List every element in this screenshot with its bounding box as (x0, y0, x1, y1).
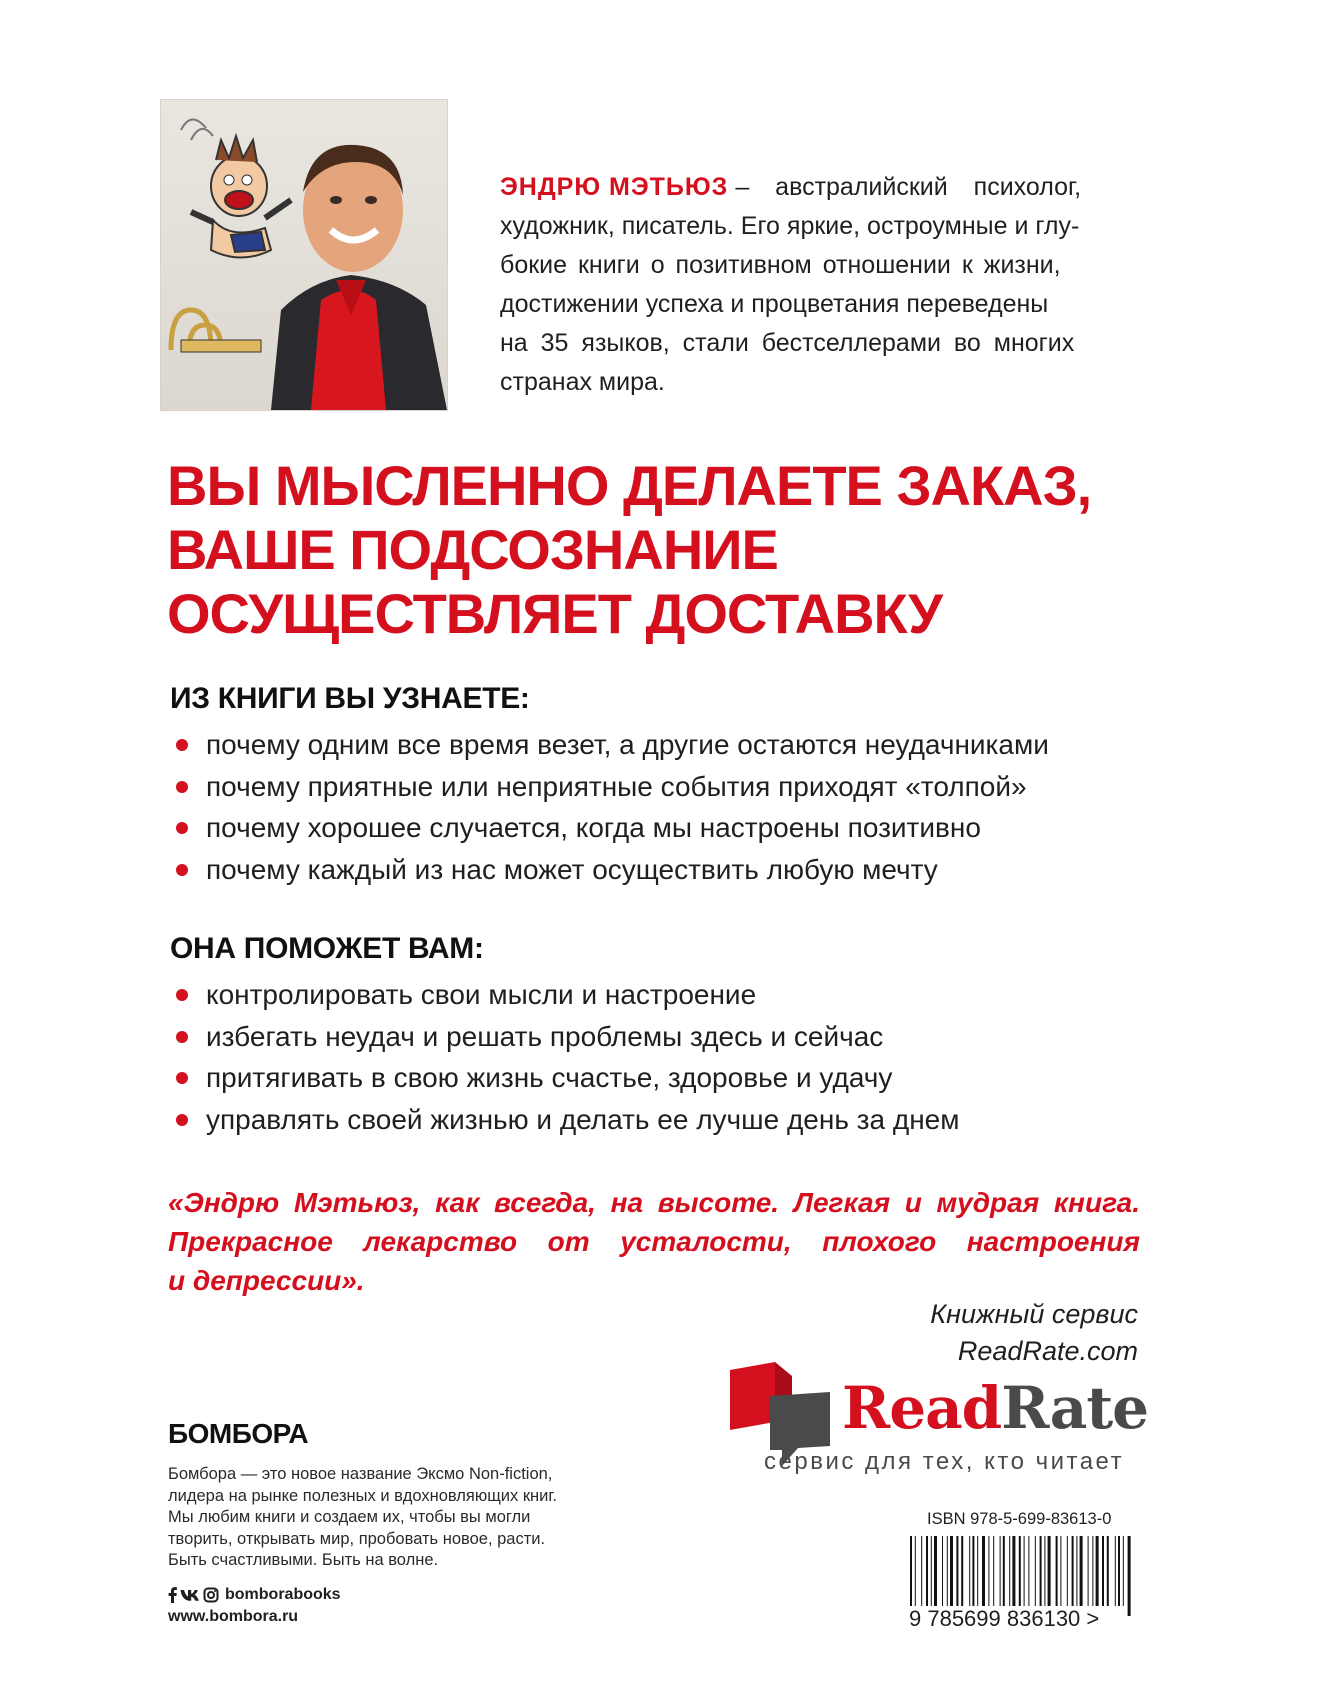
author-name: ЭНДРЮ МЭТЬЮЗ (500, 173, 729, 201)
quote-line: Прекрасное лекарство от усталости, плохого настроения (168, 1226, 1140, 1257)
quote-line: и депрессии». (168, 1265, 365, 1296)
barcode-bar (1080, 1536, 1083, 1606)
list-item-text: избегать неудач и решать проблемы здесь и сейчас (206, 1020, 884, 1052)
publisher-description-line: творить, открывать мир, пробовать новое, расти. (168, 1529, 546, 1548)
barcode-bar (1012, 1536, 1015, 1606)
bullet-icon (176, 739, 188, 751)
barcode-bar (1076, 1536, 1077, 1606)
author-photo-illustration (161, 100, 447, 410)
learn-section-title: ИЗ КНИГИ ВЫ УЗНАЕТЕ: (170, 682, 530, 715)
barcode-bar (950, 1536, 953, 1606)
headline-line: ОСУЩЕСТВЛЯЕТ ДОСТАВКУ (167, 582, 942, 645)
list-item (168, 1016, 960, 1058)
barcode-bar (1107, 1536, 1109, 1606)
list-item (168, 1057, 960, 1099)
facebook-icon[interactable] (168, 1586, 177, 1604)
bullet-icon (176, 864, 188, 876)
barcode-bar (1024, 1536, 1025, 1606)
vk-icon[interactable] (180, 1586, 200, 1604)
list-item-text: почему хорошее случается, когда мы настроены позитивно (206, 812, 981, 843)
publisher-name: БОМБОРА (168, 1418, 309, 1449)
barcode-bar (972, 1536, 974, 1606)
headline-line: ВАШЕ ПОДСОЗНАНИЕ (167, 518, 778, 581)
barcode-bar (993, 1536, 994, 1606)
barcode-bar (1035, 1536, 1036, 1606)
bullet-icon (176, 822, 188, 834)
instagram-icon[interactable] (203, 1586, 219, 1604)
publisher-description-line: Бомбора — это новое название Эксмо Non-fiction, (168, 1465, 553, 1483)
list-item (168, 766, 1049, 808)
author-photo (160, 99, 448, 411)
list-item-text: контролировать свои мысли и настроение (206, 979, 757, 1010)
publisher-description (168, 1464, 628, 1572)
barcode-bar (1096, 1536, 1099, 1606)
list-item-text: почему каждый из нас может осуществить любую мечту (206, 853, 938, 885)
barcode-bar (1067, 1536, 1068, 1606)
bullet-icon (176, 1031, 188, 1043)
barcode-bar (947, 1536, 948, 1606)
barcode-bar (1115, 1536, 1116, 1606)
list-item (168, 807, 1049, 849)
barcode-bar (988, 1536, 989, 1606)
publisher-description-line: Мы любим книги и создаем их, чтобы вы могли (168, 1508, 531, 1526)
barcode-bar (977, 1536, 978, 1606)
barcode-bar (1092, 1536, 1093, 1606)
barcode-bar (931, 1536, 932, 1606)
barcode-bar (934, 1536, 937, 1606)
list-item (168, 724, 1049, 766)
barcode-bar (1056, 1536, 1058, 1606)
publisher-description-line: лидера на рынке полезных и вдохновляющих книг. (168, 1486, 557, 1505)
barcode-bar (1088, 1536, 1089, 1606)
learn-list (168, 724, 1049, 890)
barcode-bar (956, 1536, 958, 1606)
barcode-bar (921, 1536, 922, 1606)
quote-source (930, 1296, 1138, 1370)
barcode-bar (982, 1536, 985, 1606)
quote-source-line: ReadRate.com (957, 1336, 1138, 1366)
barcode-bar (915, 1536, 916, 1606)
help-list (168, 974, 960, 1140)
readrate-word-rate: Rate (1001, 1374, 1149, 1442)
quote-source-line: Книжный сервис (930, 1299, 1138, 1329)
barcode-bar (1128, 1536, 1131, 1616)
barcode-bar (1028, 1536, 1029, 1606)
list-item (168, 849, 1049, 891)
review-quote (168, 1183, 1140, 1300)
publisher-description-line: Быть счастливыми. Быть на волне. (168, 1551, 439, 1569)
list-item-text: почему одним все время везет, а другие остаются неудачниками (206, 729, 1049, 760)
readrate-wordmark (842, 1374, 1148, 1442)
bio-line: бокие книги о позитивном отношении к жизни, (500, 251, 1061, 279)
barcode-bar (1044, 1536, 1045, 1606)
barcode-bar (1048, 1536, 1051, 1606)
barcode-bar (1000, 1536, 1001, 1606)
barcode-bar (1009, 1536, 1010, 1606)
bullet-icon (176, 1114, 188, 1126)
barcode-bar (1123, 1536, 1124, 1606)
barcode-bar (926, 1536, 928, 1606)
bio-line: художник, писатель. Его яркие, остроумные и глу- (500, 212, 1080, 240)
barcode-bar (969, 1536, 970, 1606)
barcode-bar (1040, 1536, 1042, 1606)
bio-line: – австралийский психолог, (735, 173, 1082, 201)
bullet-icon (176, 989, 188, 1001)
list-item-text: притягивать в свою жизнь счастье, здоровье и удачу (206, 1062, 893, 1093)
barcode (908, 1536, 1133, 1616)
author-bio (500, 168, 1155, 402)
barcode-bar (1060, 1536, 1061, 1606)
readrate-word-read: Read (842, 1374, 1002, 1442)
barcode-bar (1019, 1536, 1021, 1616)
barcode-bar (1102, 1536, 1104, 1606)
list-item-text: почему приятные или неприятные события приходят «толпой» (206, 770, 1027, 802)
list-item (168, 974, 960, 1016)
bullet-icon (176, 1072, 188, 1084)
social-handle[interactable]: bomborabooks (225, 1586, 341, 1603)
bullet-icon (176, 781, 188, 793)
social-links (168, 1586, 341, 1604)
headline (167, 454, 1167, 646)
bio-line: странах мира. (500, 368, 665, 396)
barcode-digits: 9 785699 836130 > (909, 1606, 1100, 1631)
barcode-bar (942, 1536, 943, 1606)
barcode-bar (1072, 1536, 1074, 1606)
list-item-text: управлять своей жизнью и делать ее лучше день за днем (206, 1103, 960, 1135)
barcode-bar (961, 1536, 963, 1606)
list-item (168, 1099, 960, 1141)
isbn-label: ISBN 978-5-699-83613-0 (927, 1510, 1112, 1528)
publisher-website[interactable]: www.bombora.ru (168, 1608, 299, 1625)
bio-line: достижении успеха и процветания переведены (500, 290, 1049, 318)
readrate-tagline: сервис для тех, кто читает (764, 1448, 1125, 1475)
headline-line: ВЫ МЫСЛЕННО ДЕЛАЕТЕ ЗАКАЗ, (167, 454, 1092, 517)
barcode-bar (1003, 1536, 1005, 1606)
bio-line: на 35 языков, стали бестселлерами во многих (500, 329, 1075, 357)
help-section-title: ОНА ПОМОЖЕТ ВАМ: (170, 932, 484, 965)
barcode-bar (910, 1536, 912, 1616)
barcode-bar (1118, 1536, 1120, 1606)
quote-line: «Эндрю Мэтьюз, как всегда, на высоте. Легкая и мудрая книга. (168, 1187, 1140, 1218)
